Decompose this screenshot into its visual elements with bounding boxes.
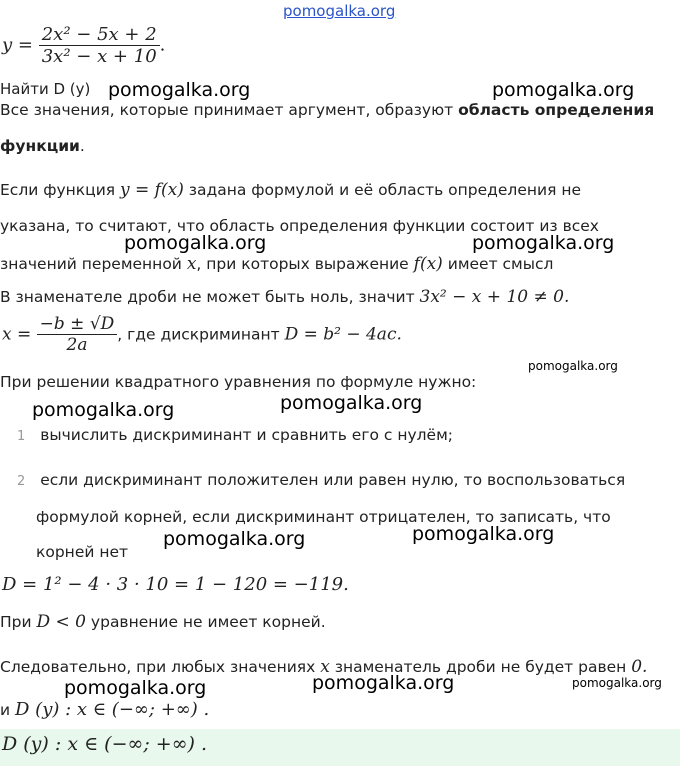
roots-discriminant: D = b² − 4ac. [284, 324, 402, 345]
explanation-text: Если функция [0, 181, 121, 199]
definition-line-1 [0, 101, 654, 119]
explanation-text-e: имеет смысл [442, 255, 554, 273]
explanation-math-x: x [186, 254, 197, 274]
formula-tail: . [159, 34, 166, 56]
formula-fraction [39, 24, 160, 67]
answer-math: D (y) : x ∈ (−∞; +∞) . [2, 733, 208, 755]
watermark: pomogalka.org [64, 677, 207, 699]
explanation-text-d: , при которых выражение [196, 255, 414, 273]
watermark: pomogalka.org [572, 676, 662, 690]
watermark: pomogalka.org [108, 79, 251, 101]
formula-numerator: 2x² − 5x + 2 [39, 24, 160, 46]
denominator-text: В знаменателе дроби не может быть ноль, значит [0, 288, 420, 306]
function-formula [2, 24, 165, 67]
roots-formula [2, 314, 402, 355]
watermark: pomogalka.org [492, 79, 635, 101]
roots-fraction [37, 314, 118, 355]
no-roots-statement [0, 612, 326, 632]
definition-text: Все значения, которые принимает аргумент, образуют [0, 101, 459, 119]
explanation-line-1 [0, 180, 581, 200]
explanation-text-b: задана формулой и её область определения не [183, 181, 581, 199]
step-2-line-2: формулой корней, если дискриминант отрицателен, то записать, что [36, 508, 611, 526]
step-1 [17, 426, 453, 444]
watermark: pomogalka.org [163, 528, 306, 550]
explanation-line-2: указана, то считают, что область определения функции состоит из всех [0, 217, 599, 235]
step-1-text: вычислить дискриминант и сравнить его с нулём; [40, 426, 453, 444]
no-roots-text-b: уравнение не имеет корней. [86, 613, 326, 631]
formula-denominator: 3x² − x + 10 [41, 46, 157, 67]
watermark: pomogalka.org [472, 232, 615, 254]
conclusion-text-b: знаменатель дроби не будет равен [329, 658, 632, 676]
step-2-line-3: корней нет [36, 543, 129, 561]
conclusion-text-a: Следовательно, при любых значениях [0, 658, 321, 676]
discriminant-calc: D = 1² − 4 · 3 · 10 = 1 − 120 = −119. [2, 574, 349, 595]
formula-lhs: y = [2, 34, 33, 56]
step-2-line-1: если дискриминант положителен или равен нулю, то воспользоваться [40, 471, 626, 489]
watermark: pomogalka.org [312, 672, 455, 694]
denominator-condition [0, 287, 569, 307]
watermark: pomogalka.org [412, 523, 555, 545]
no-roots-text-a: При [0, 613, 37, 631]
watermark: pomogalka.org [124, 232, 267, 254]
conclusion-x: x [320, 657, 330, 677]
definition-line-2 [0, 137, 85, 155]
watermark: pomogalka.org [528, 359, 618, 373]
watermark: pomogalka.org [32, 399, 175, 421]
step-2 [17, 471, 625, 489]
header-site-link[interactable]: pomogalka.org [283, 2, 396, 20]
no-roots-math: D < 0 [36, 612, 86, 632]
domain-statement [0, 699, 209, 720]
solve-intro: При решении квадратного уравнения по формуле нужно: [0, 373, 477, 391]
definition-term-2: функции [0, 137, 80, 155]
roots-lhs: x = [2, 324, 32, 345]
step-2-number: 2 [17, 474, 26, 489]
roots-numerator: −b ± √D [37, 314, 118, 335]
explanation-math-fx: f(x) [413, 254, 443, 274]
domain-prefix: и [0, 701, 16, 719]
definition-end: . [79, 137, 85, 155]
roots-denominator: 2a [66, 335, 88, 355]
denominator-math: 3x² − x + 10 ≠ 0. [419, 287, 570, 307]
watermark: pomogalka.org [280, 392, 423, 414]
domain-math: D (y) : x ∈ (−∞; +∞) . [15, 699, 210, 720]
explanation-math-f: y = f(x) [120, 180, 184, 200]
explanation-text-c: значений переменной [0, 255, 187, 273]
definition-term-1: область определения [458, 101, 655, 119]
conclusion-zero: 0. [631, 657, 648, 677]
roots-text: , где дискриминант [117, 325, 285, 344]
step-1-number: 1 [17, 429, 26, 444]
explanation-line-3 [0, 254, 553, 274]
find-label: Найти D (y) [0, 80, 91, 98]
answer-box [0, 729, 680, 766]
